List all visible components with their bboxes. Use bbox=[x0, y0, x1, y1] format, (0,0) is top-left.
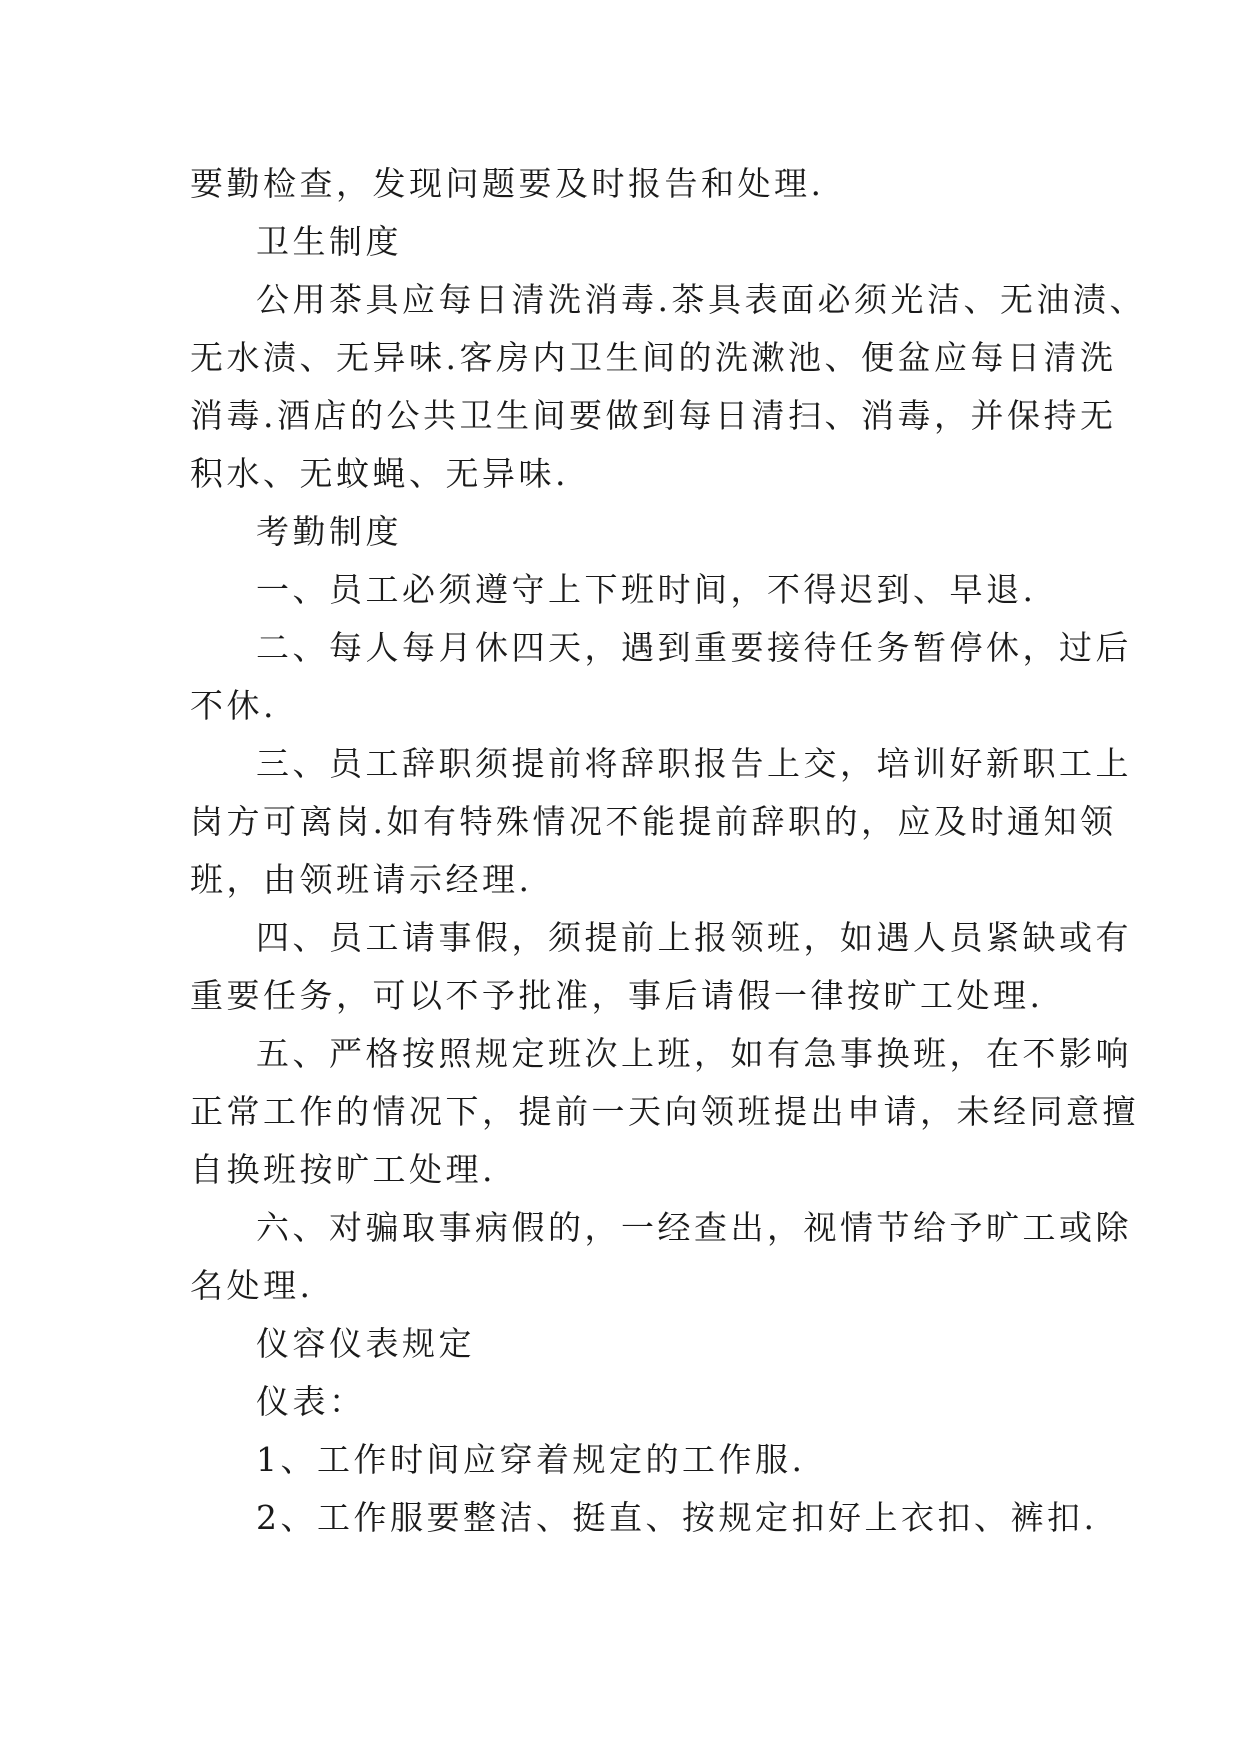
text-line-16: 五、严格按照规定班次上班，如有急事换班，在不影响 bbox=[256, 1034, 1132, 1073]
text-line-10: 不休. bbox=[190, 686, 277, 725]
text-line-15: 重要任务，可以不予批准，事后请假一律按旷工处理. bbox=[190, 976, 1044, 1015]
section-heading-appearance: 仪容仪表规定 bbox=[256, 1324, 475, 1363]
text-line-4: 无水渍、无异味.客房内卫生间的洗漱池、便盆应每日清洗 bbox=[190, 338, 1117, 377]
text-line-3: 公用茶具应每日清洗消毒.茶具表面必须光洁、无油渍、 bbox=[256, 280, 1146, 319]
text-line-23: 1、工作时间应穿着规定的工作服. bbox=[256, 1440, 806, 1479]
section-heading-hygiene: 卫生制度 bbox=[256, 222, 402, 261]
text-line-18: 自换班按旷工处理. bbox=[190, 1150, 496, 1189]
text-line-14: 四、员工请事假，须提前上报领班，如遇人员紧缺或有 bbox=[256, 918, 1132, 957]
text-line-8: 一、员工必须遵守上下班时间，不得迟到、早退. bbox=[256, 570, 1037, 609]
text-line-9: 二、每人每月休四天，遇到重要接待任务暂停休，过后 bbox=[256, 628, 1132, 667]
text-line-24: 2、工作服要整洁、挺直、按规定扣好上衣扣、裤扣. bbox=[256, 1498, 1098, 1537]
text-line-1: 要勤检查，发现问题要及时报告和处理. bbox=[190, 164, 825, 203]
text-line-11: 三、员工辞职须提前将辞职报告上交，培训好新职工上 bbox=[256, 744, 1132, 783]
text-line-13: 班，由领班请示经理. bbox=[190, 860, 533, 899]
text-line-5: 消毒.酒店的公共卫生间要做到每日清扫、消毒，并保持无 bbox=[190, 396, 1117, 435]
text-line-20: 名处理. bbox=[190, 1266, 314, 1305]
text-line-17: 正常工作的情况下，提前一天向领班提出申请，未经同意擅 bbox=[190, 1092, 1139, 1131]
text-line-19: 六、对骗取事病假的，一经查出，视情节给予旷工或除 bbox=[256, 1208, 1132, 1247]
section-heading-attendance: 考勤制度 bbox=[256, 512, 402, 551]
text-line-12: 岗方可离岗.如有特殊情况不能提前辞职的，应及时通知领 bbox=[190, 802, 1117, 841]
subheading-appearance: 仪表： bbox=[256, 1382, 366, 1421]
text-line-6: 积水、无蚊蝇、无异味. bbox=[190, 454, 569, 493]
